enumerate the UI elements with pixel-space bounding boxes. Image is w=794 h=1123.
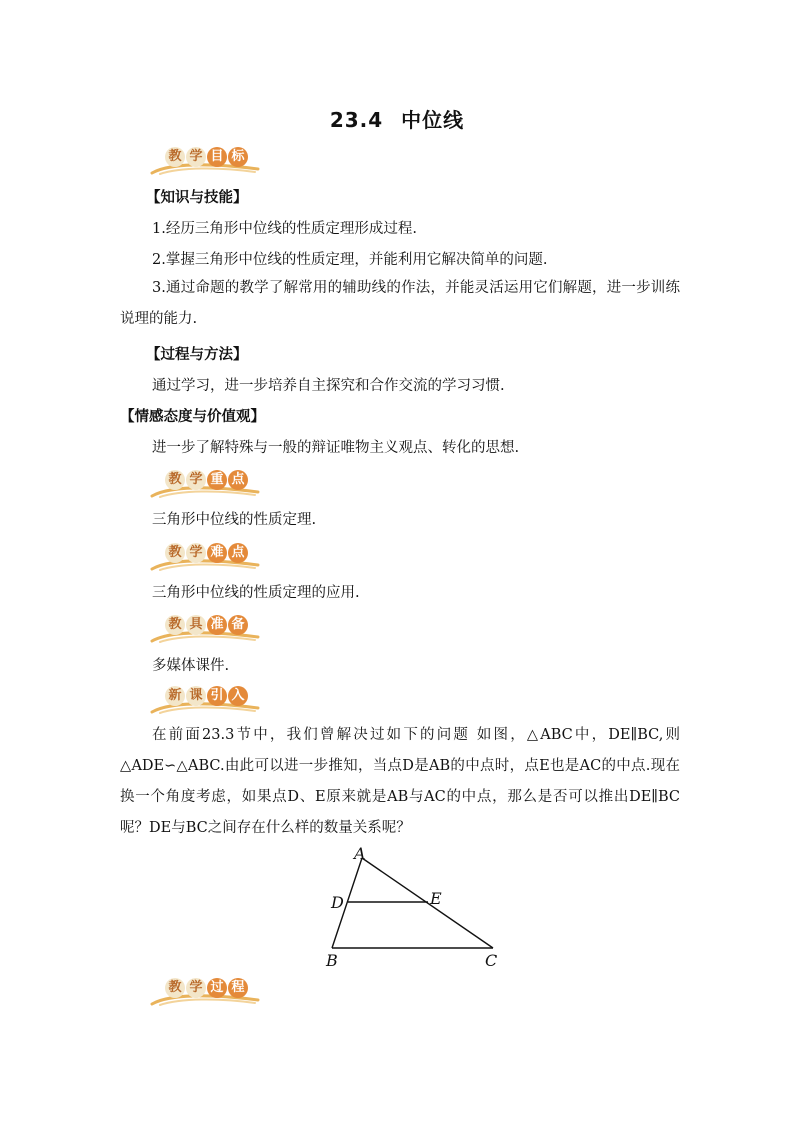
section-title: 中位线: [401, 108, 465, 132]
attitude-text: 进一步了解特殊与一般的辩证唯物主义观点、转化的思想.: [152, 440, 520, 456]
badge-char: 目: [207, 147, 227, 167]
badge-char: 课: [186, 686, 206, 706]
process-text: 通过学习，进一步培养自主探究和合作交流的学习习惯.: [152, 378, 505, 394]
badge-char: 准: [207, 615, 227, 635]
key-points-text: 三角形中位线的性质定理.: [152, 512, 317, 528]
badge-introduction: [150, 686, 270, 712]
label-e: E: [430, 889, 442, 908]
attitude-heading: 【情感态度与价值观】: [120, 409, 265, 425]
badge-char: 引: [207, 686, 227, 706]
badge-char: 标: [228, 147, 248, 167]
knowledge-item-3: 3.通过命题的教学了解常用的辅助线的作法，并能灵活运用它们解题，进一步训练说理的能力.: [120, 280, 680, 327]
label-d: D: [331, 893, 344, 912]
difficulties-text: 三角形中位线的性质定理的应用.: [152, 585, 360, 601]
badge-char: 入: [228, 686, 248, 706]
knowledge-item-2: 2.掌握三角形中位线的性质定理，并能利用它解决简单的问题.: [152, 252, 548, 268]
badge-preparation: [150, 615, 270, 641]
badge-char: 学: [186, 543, 206, 563]
badge-char: 点: [228, 543, 248, 563]
badge-process: [150, 978, 270, 1004]
label-b: B: [326, 951, 338, 970]
badge-objectives: [150, 147, 270, 173]
badge-char: 教: [165, 543, 185, 563]
introduction-paragraph: 在前面23.3节中，我们曾解决过如下的问题 如图，△ABC中，DE∥BC,则△ADE∽△ABC.由此可以进一步推知，当点D是AB的中点时，点E也是AC的中点.现在换一个角度考虑，如果点D、E原来就是AB与AC的中点，那么是否可以推出DE∥BC呢？DE与BC之间存在什么样的数量关系呢？: [120, 727, 680, 836]
badge-char: 点: [228, 470, 248, 490]
label-c: C: [485, 951, 498, 970]
preparation-text: 多媒体课件.: [152, 658, 230, 674]
badge-char: 难: [207, 543, 227, 563]
knowledge-item-1: 1.经历三角形中位线的性质定理形成过程.: [152, 221, 417, 237]
section-number: 23.4: [329, 108, 384, 132]
badge-char: 重: [207, 470, 227, 490]
badge-char: 新: [165, 686, 185, 706]
triangle-figure: [318, 840, 518, 975]
badge-char: 备: [228, 615, 248, 635]
badge-char: 教: [165, 978, 185, 998]
badge-key-points: [150, 470, 270, 496]
badge-char: 教: [165, 615, 185, 635]
badge-char: 程: [228, 978, 248, 998]
badge-char: 过: [207, 978, 227, 998]
page-title: [0, 104, 794, 133]
badge-char: 学: [186, 147, 206, 167]
badge-char: 教: [165, 470, 185, 490]
badge-char: 学: [186, 470, 206, 490]
badge-char: 学: [186, 978, 206, 998]
badge-char: 教: [165, 147, 185, 167]
side-ac: [362, 858, 493, 948]
process-heading: 【过程与方法】: [146, 347, 248, 363]
knowledge-heading: 【知识与技能】: [146, 190, 248, 206]
badge-char: 具: [186, 615, 206, 635]
badge-difficulties: [150, 543, 270, 569]
label-a: A: [354, 844, 366, 863]
